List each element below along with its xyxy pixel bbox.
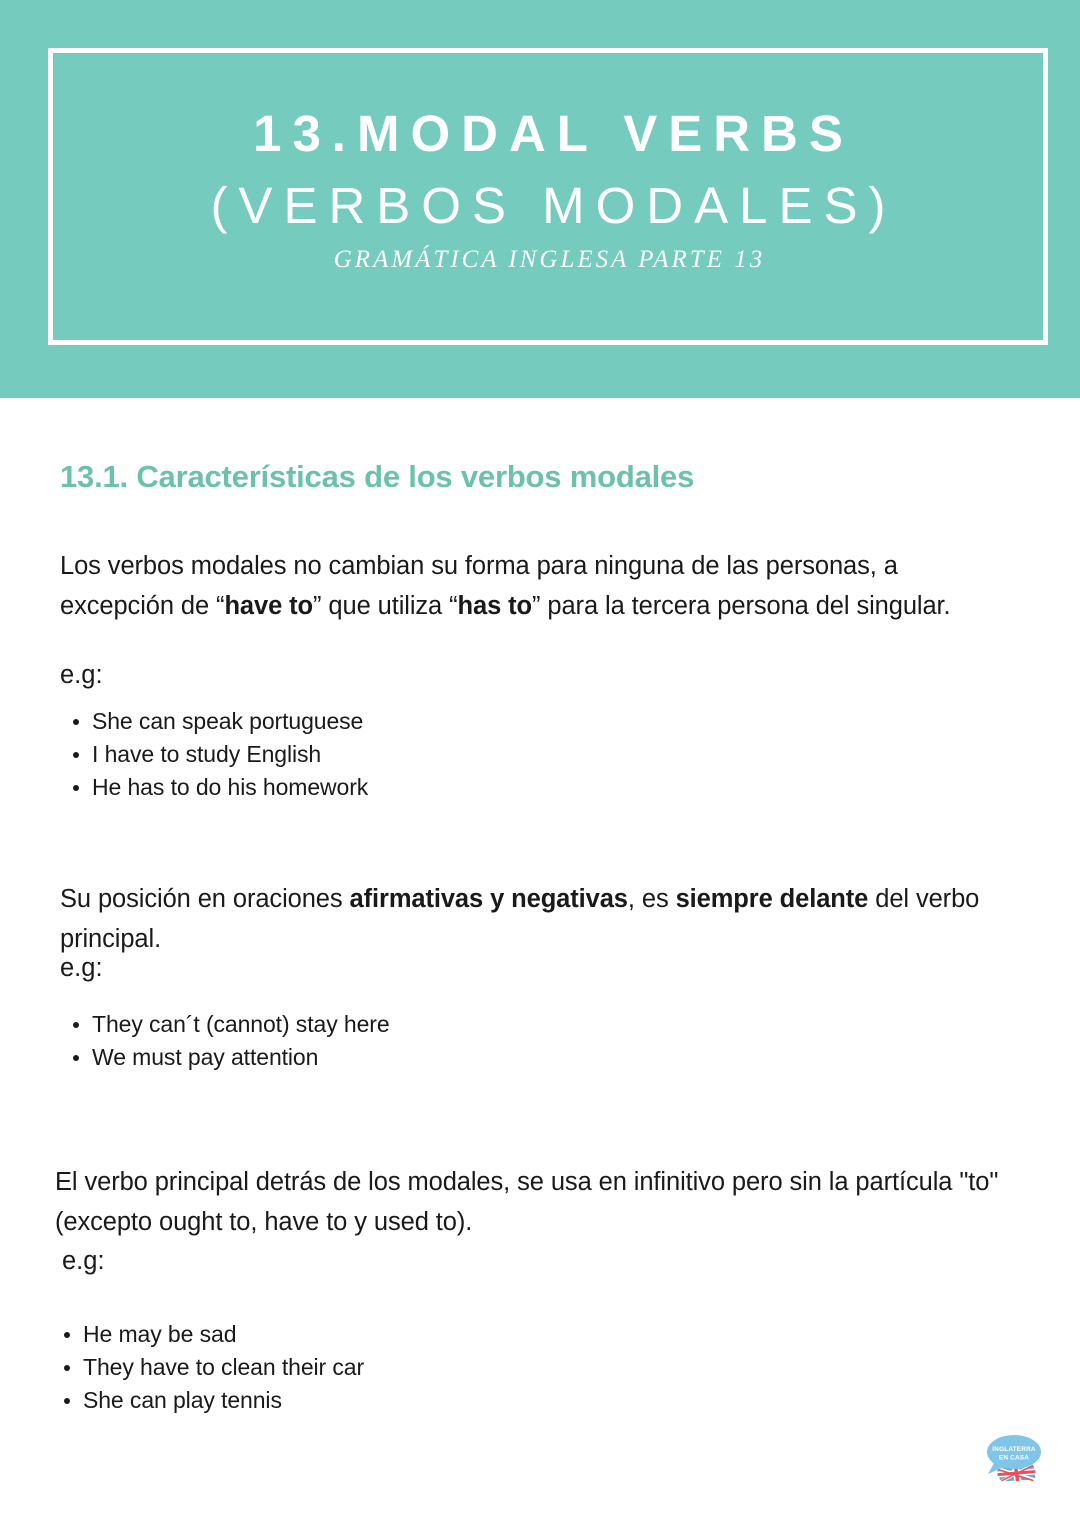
inglaterra-en-casa-logo-icon [978, 1430, 1050, 1492]
list-item: They have to clean their car [55, 1351, 655, 1384]
example-list-2 [64, 1008, 664, 1074]
brand-logo [978, 1430, 1050, 1492]
list-item: They can´t (cannot) stay here [64, 1008, 664, 1041]
paragraph-1-part-2: ” que utiliza “ [313, 591, 458, 620]
paragraph-2-part-1: Su posición en oraciones [60, 884, 350, 913]
list-item: She can speak portuguese [64, 705, 664, 738]
page-title: 13.MODAL VERBS [253, 105, 854, 162]
paragraph-2-part-3: del verbo principal. [60, 884, 980, 953]
paragraph-2-bold-affirmative-negative: afirmativas y negativas [349, 884, 628, 913]
example-list-1 [64, 705, 664, 804]
list-item: I have to study English [64, 738, 664, 771]
paragraph-infinitive: El verbo principal detrás de los modales, se usa en infinitivo pero sin la partícula "to" (excepto ought to, have to y used to). [55, 1167, 999, 1236]
example-label-2: e.g: [60, 954, 103, 982]
paragraph-1-bold-has-to: has to [457, 591, 533, 620]
paragraph-position [60, 879, 1010, 959]
paragraph-1-part-3: ” para la tercera persona del singular. [532, 591, 951, 620]
list-item: We must pay attention [64, 1041, 664, 1074]
example-label-3: e.g: [62, 1247, 105, 1275]
title-banner [0, 0, 1080, 398]
paragraph-1-bold-have-to: have to [224, 591, 314, 620]
logo-line-1: INGLATERRA [992, 1446, 1036, 1453]
example-label-1: e.g: [60, 661, 103, 689]
paragraph-2-part-2: , es [627, 884, 676, 913]
logo-line-2: EN CASA [998, 1454, 1030, 1462]
page-tagline: GRAMÁTICA INGLESA PARTE 13 [333, 246, 766, 274]
list-item: She can play tennis [55, 1384, 655, 1417]
example-list-3 [55, 1318, 655, 1417]
section-heading: 13.1. Características de los verbos modales [60, 459, 695, 494]
list-item: He may be sad [55, 1318, 655, 1351]
list-item: He has to do his homework [64, 771, 664, 804]
page-subtitle: (VERBOS MODALES) [210, 176, 897, 234]
paragraph-2-bold-always-before: siempre delante [675, 884, 869, 913]
paragraph-characteristics [60, 546, 1010, 626]
paragraph-1-part-1: Los verbos modales no cambian su forma para ninguna de las personas, a excepción de “ [60, 551, 898, 620]
title-frame [48, 48, 1048, 345]
